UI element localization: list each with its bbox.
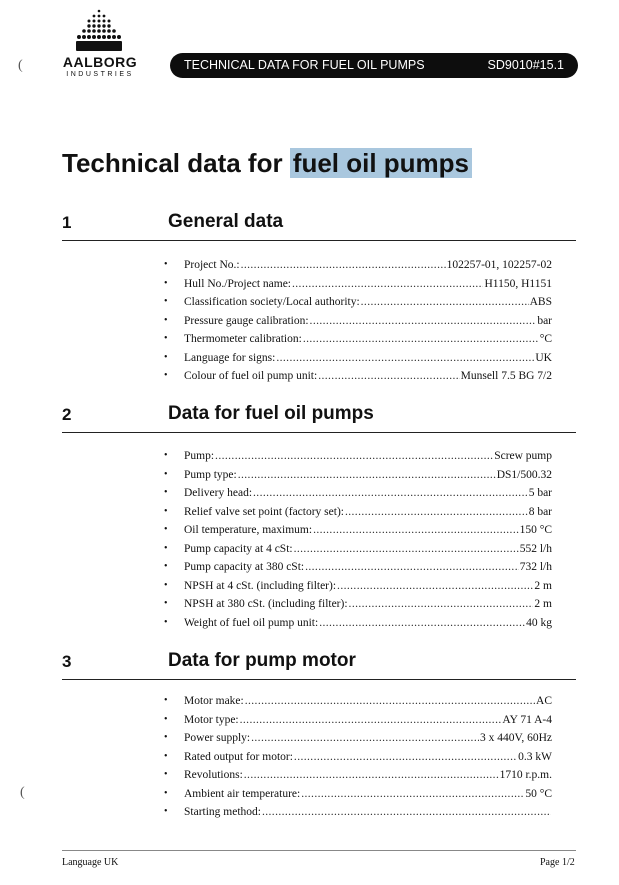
item-label: Power supply: xyxy=(184,732,251,744)
item-label: Hull No./Project name: xyxy=(184,277,291,290)
item-label: Classification society/Local authority: xyxy=(184,296,360,308)
list-item xyxy=(164,505,552,525)
item-value: 102257-01, 102257-02 xyxy=(446,259,552,271)
section-title: Data for pump motor xyxy=(168,650,356,671)
item-label: Project No.: xyxy=(184,259,240,271)
list-item xyxy=(164,259,552,278)
bullet: • xyxy=(164,468,168,480)
bullet: • xyxy=(164,732,168,743)
logo-name: AALBORG xyxy=(62,54,138,70)
list-item xyxy=(164,806,552,825)
section-list xyxy=(164,259,552,389)
list-item xyxy=(164,296,552,315)
item-label: Pump: xyxy=(184,450,215,462)
item-label: Weight of fuel oil pump unit: xyxy=(184,616,319,629)
list-item xyxy=(164,579,552,599)
item-label: NPSH at 380 cSt. (including filter): xyxy=(184,598,348,610)
list-item xyxy=(164,750,552,770)
item-label: Motor type: xyxy=(184,713,239,726)
bullet: • xyxy=(164,450,168,461)
item-label: Rated output for motor: xyxy=(184,750,293,763)
item-label: NPSH at 4 cSt. (including filter): xyxy=(184,579,337,592)
item-label: Starting method: xyxy=(184,806,261,818)
item-value: ABS xyxy=(529,296,552,308)
section-number: 2 xyxy=(62,405,72,424)
item-value: H1150, H1151 xyxy=(484,277,552,290)
list-item xyxy=(164,370,552,389)
list-item xyxy=(164,561,552,580)
item-label: Ambient air temperature: xyxy=(184,787,301,800)
section-list xyxy=(164,695,552,825)
item-value: 1710 r.p.m. xyxy=(499,769,552,781)
bullet: • xyxy=(164,695,168,706)
bullet: • xyxy=(164,713,168,725)
list-item xyxy=(164,616,552,636)
item-label: Motor make: xyxy=(184,695,244,707)
bullet: • xyxy=(164,787,168,799)
list-item xyxy=(164,351,552,371)
logo-dots-icon xyxy=(74,8,124,54)
footer-language: Language UK xyxy=(62,857,119,868)
aalborg-logo xyxy=(60,8,140,86)
item-value: 8 bar xyxy=(528,505,552,518)
bullet: • xyxy=(164,579,168,591)
item-value: Screw pump xyxy=(494,450,552,462)
item-value: bar xyxy=(537,314,552,327)
list-item xyxy=(164,732,552,751)
item-value: Munsell 7.5 BG 7/2 xyxy=(460,370,552,382)
list-item xyxy=(164,450,552,469)
item-value: 732 l/h xyxy=(519,561,552,573)
bullet: • xyxy=(164,351,168,363)
item-label: Thermometer calibration: xyxy=(184,333,302,345)
item-value: AY 71 A-4 xyxy=(502,713,552,726)
margin-mark: ( xyxy=(20,785,25,800)
bullet: • xyxy=(164,806,168,817)
bullet: • xyxy=(164,487,168,498)
margin-mark: ( xyxy=(18,58,23,73)
item-value: 50 °C xyxy=(525,787,552,800)
logo-subtitle: INDUSTRIES xyxy=(66,71,134,78)
list-item xyxy=(164,277,552,297)
bullet: • xyxy=(164,542,168,554)
item-label: Oil temperature, maximum: xyxy=(184,524,313,536)
page-number: Page 1/2 xyxy=(540,857,575,868)
bullet: • xyxy=(164,277,168,289)
item-value: 0.3 kW xyxy=(518,750,552,763)
page-title-prefix: Technical data for xyxy=(62,148,290,178)
bullet: • xyxy=(164,296,168,307)
document-code: SD9010#15.1 xyxy=(487,58,564,72)
bullet: • xyxy=(164,616,168,628)
bullet: • xyxy=(164,333,168,344)
item-value: 2 m xyxy=(534,579,552,592)
item-value: 5 bar xyxy=(528,487,552,499)
bullet: • xyxy=(164,750,168,762)
item-value: °C xyxy=(539,333,552,345)
section-divider xyxy=(62,679,576,680)
list-item xyxy=(164,524,552,543)
list-item xyxy=(164,542,552,562)
section-divider xyxy=(62,240,576,241)
section-list xyxy=(164,450,552,635)
item-value: 552 l/h xyxy=(519,542,552,555)
list-item xyxy=(164,787,552,807)
bullet: • xyxy=(164,370,168,381)
item-label: Colour of fuel oil pump unit: xyxy=(184,370,318,382)
section-title: Data for fuel oil pumps xyxy=(168,403,374,424)
list-item xyxy=(164,468,552,488)
item-value: UK xyxy=(535,351,552,364)
list-item xyxy=(164,487,552,506)
item-value: 150 °C xyxy=(519,524,552,536)
bullet: • xyxy=(164,769,168,780)
bullet: • xyxy=(164,314,168,326)
item-value: 3 x 440V, 60Hz xyxy=(480,732,552,744)
bullet: • xyxy=(164,524,168,535)
list-item xyxy=(164,314,552,334)
page-title xyxy=(62,148,472,179)
list-item xyxy=(164,713,552,733)
footer-divider xyxy=(62,850,576,851)
list-item xyxy=(164,598,552,617)
section-title: General data xyxy=(168,211,284,232)
bullet: • xyxy=(164,259,168,270)
item-label: Revolutions: xyxy=(184,769,243,781)
item-label: Delivery head: xyxy=(184,487,253,499)
item-value: DS1/500.32 xyxy=(496,468,552,481)
header-banner xyxy=(170,53,578,78)
bullet: • xyxy=(164,561,168,572)
page-title-highlight: fuel oil pumps xyxy=(290,148,472,178)
bullet: • xyxy=(164,598,168,609)
item-label: Pump type: xyxy=(184,468,237,481)
list-item xyxy=(164,695,552,714)
bullet: • xyxy=(164,505,168,517)
item-value: 40 kg xyxy=(526,616,552,629)
section-number: 3 xyxy=(62,652,72,671)
item-label: Pump capacity at 380 cSt: xyxy=(184,561,305,573)
item-value: AC xyxy=(536,695,552,707)
item-value: 2 m xyxy=(534,598,552,610)
banner-title: TECHNICAL DATA FOR FUEL OIL PUMPS xyxy=(184,58,425,72)
item-label: Pump capacity at 4 cSt: xyxy=(184,542,293,555)
section-divider xyxy=(62,432,576,433)
item-label: Relief valve set point (factory set): xyxy=(184,505,344,518)
item-label: Language for signs: xyxy=(184,351,276,364)
item-label: Pressure gauge calibration: xyxy=(184,314,309,327)
list-item xyxy=(164,769,552,788)
section-number: 1 xyxy=(62,213,72,232)
list-item xyxy=(164,333,552,352)
